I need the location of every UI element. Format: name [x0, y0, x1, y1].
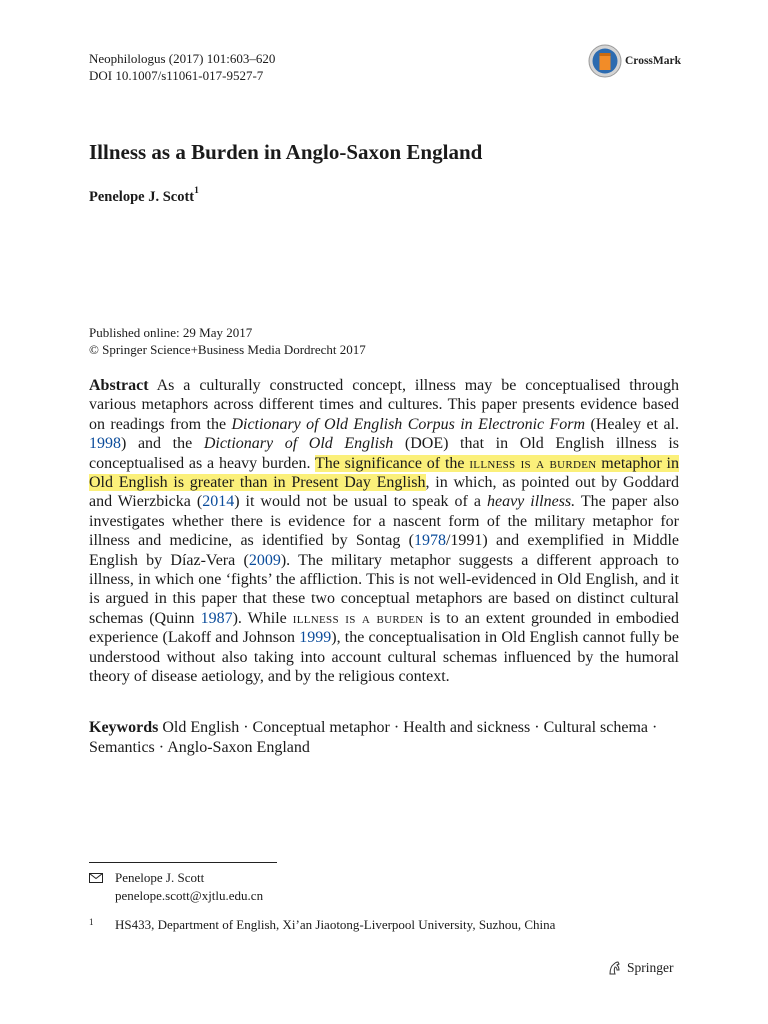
- springer-label: Springer: [627, 960, 674, 975]
- author-name: Penelope J. Scott: [89, 188, 195, 205]
- keywords: [89, 718, 679, 758]
- abstract-text: ) it would not be usual to speak of a: [234, 493, 487, 511]
- keywords-label: Keywords: [89, 719, 159, 736]
- citation-link[interactable]: 2014: [202, 493, 235, 511]
- abstract-text: (Healey et al.: [585, 415, 679, 433]
- publication-info: [89, 324, 366, 358]
- doi-link[interactable]: DOI 10.1007/s11061-017-9527-7: [89, 68, 264, 83]
- abstract-text: (DOE) that in Old English illness is conceptualised as a heavy burden.: [89, 435, 679, 472]
- journal-header: [89, 50, 275, 84]
- footnote-divider: [89, 862, 277, 863]
- abstract-text: ). The military metaphor suggests a different approach to illness, in which one ‘fights’ the affliction. This is not well-evidenced in Old English, and it is argued in this paper that these two conceptual metaphors are based on distinct cultural schemas (Quinn: [89, 551, 679, 627]
- abstract-text: As a culturally constructed concept, illness may be conceptualised through various metaphors across different times and cultures. This paper presents evidence based on readings from the: [89, 377, 679, 433]
- metaphor-smallcaps: illness is a burden: [292, 609, 424, 627]
- citation-link[interactable]: 2009: [248, 551, 281, 569]
- abstract-text: ). While: [232, 609, 293, 627]
- springer-horse-icon: [607, 960, 623, 976]
- abstract-text: ), the conceptualisation in Old English cannot fully be understood without also taking into account cultural schemas influenced by the humoral theory of disease aetiology, and by the religious context.: [89, 629, 680, 686]
- affiliation-text: HS433, Department of English, Xi’an Jiaotong-Liverpool University, Suzhou, China: [115, 917, 556, 932]
- published-online: Published online: 29 May 2017: [89, 325, 253, 340]
- highlight-part: The significance of the: [314, 454, 470, 472]
- citation-link[interactable]: 1978: [413, 532, 446, 550]
- crossmark-icon: [588, 44, 622, 78]
- author-line: [89, 188, 199, 206]
- abstract-label: Abstract: [89, 377, 149, 394]
- highlight-part: metaphor in Old English is greater than in Present Day English: [89, 454, 680, 492]
- abstract-text: , in which, as pointed out by Goddard and Wierzbicka (: [89, 474, 680, 511]
- abstract-text: ) and the: [121, 435, 204, 453]
- citation-link[interactable]: 1987: [200, 609, 233, 627]
- doe-corpus-title: Dictionary of Old English Corpus in Electronic Form: [231, 415, 586, 433]
- contact-name: Penelope J. Scott: [115, 870, 205, 885]
- keywords-text: Old English · Conceptual metaphor · Health and sickness · Cultural schema · Semantics · Anglo-Saxon England: [89, 719, 658, 756]
- crossmark-label: CrossMark: [625, 55, 682, 67]
- metaphor-smallcaps: illness is a burden: [469, 454, 597, 472]
- contact-email[interactable]: penelope.scott@xjtlu.edu.cn: [115, 888, 264, 903]
- journal-citation: Neophilologus (2017) 101:603–620: [89, 51, 276, 66]
- envelope-icon: [89, 873, 115, 883]
- affiliation-footnote: [89, 916, 555, 934]
- abstract-text: /1991) and exemplified in Middle English by Díaz-Vera (: [89, 532, 680, 569]
- affiliation-mark[interactable]: 1: [194, 186, 199, 196]
- article-title: Illness as a Burden in Anglo-Saxon England: [89, 140, 483, 164]
- citation-link[interactable]: 1999: [299, 629, 332, 647]
- affiliation-footnote-mark: 1: [89, 917, 94, 927]
- abstract: [89, 376, 679, 687]
- abstract-text: is to an extent grounded in embodied experience (Lakoff and Johnson: [89, 609, 680, 647]
- heavy-illness-italic: heavy illness.: [486, 493, 576, 511]
- doe-title: Dictionary of Old English: [203, 435, 394, 453]
- corresponding-author: [89, 869, 263, 905]
- citation-link[interactable]: 1998: [89, 435, 121, 453]
- crossmark-badge[interactable]: [588, 44, 681, 78]
- copyright-line: © Springer Science+Business Media Dordrecht 2017: [89, 342, 366, 357]
- abstract-text: The paper also investigates whether there is evidence for a nascent form of the military metaphor for illness and medicine, as identified by Sontag (: [89, 493, 680, 550]
- springer-logo: [607, 960, 674, 976]
